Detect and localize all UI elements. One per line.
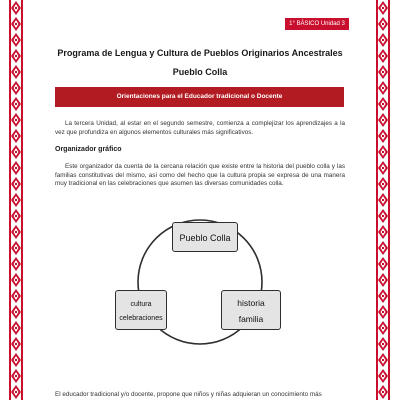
culture-node <box>115 290 167 330</box>
grade-unit-badge: 1° BÁSICO Unidad 3 <box>285 18 349 30</box>
decorative-border-right <box>376 0 390 400</box>
center-node-label: Pueblo Colla <box>179 233 231 243</box>
decorative-border-left <box>9 0 23 400</box>
program-title: Programa de Lengua y Cultura de Pueblos Originarios Ancestrales <box>57 48 343 58</box>
history-node-line2: familia <box>238 314 264 324</box>
history-node-line1: historia <box>237 298 265 308</box>
culture-node-line2: celebraciones <box>119 315 163 322</box>
educator-guidance-banner: Orientaciones para el Educador tradicional o Docente <box>55 87 344 107</box>
people-title: Pueblo Colla <box>172 67 228 77</box>
section-heading: Organizador gráfico <box>55 146 122 153</box>
organizer-paragraph: Este organizador da cuenta de la cercana relación que existe entre la historia del pueblo colla y las familias constitutivas del mismo, así como del hecho que la cultura propia se expresa de una manera muy tradicional en las celebraciones que asumen las diversas comunidades colla. <box>55 163 345 187</box>
culture-node-line1: cultura <box>130 301 152 308</box>
center-node <box>172 222 238 252</box>
graphic-organizer <box>110 210 290 350</box>
history-node <box>221 290 281 330</box>
intro-paragraph: La tercera Unidad, al estar en el segundo semestre, comienza a complejizar los aprendizajes a la vez que profundiza en algunos elementos culturales más significativos. <box>55 120 345 136</box>
closing-paragraph: El educador tradicional y/o docente, propone que niños y niñas adquieran un conocimiento más <box>55 391 322 398</box>
